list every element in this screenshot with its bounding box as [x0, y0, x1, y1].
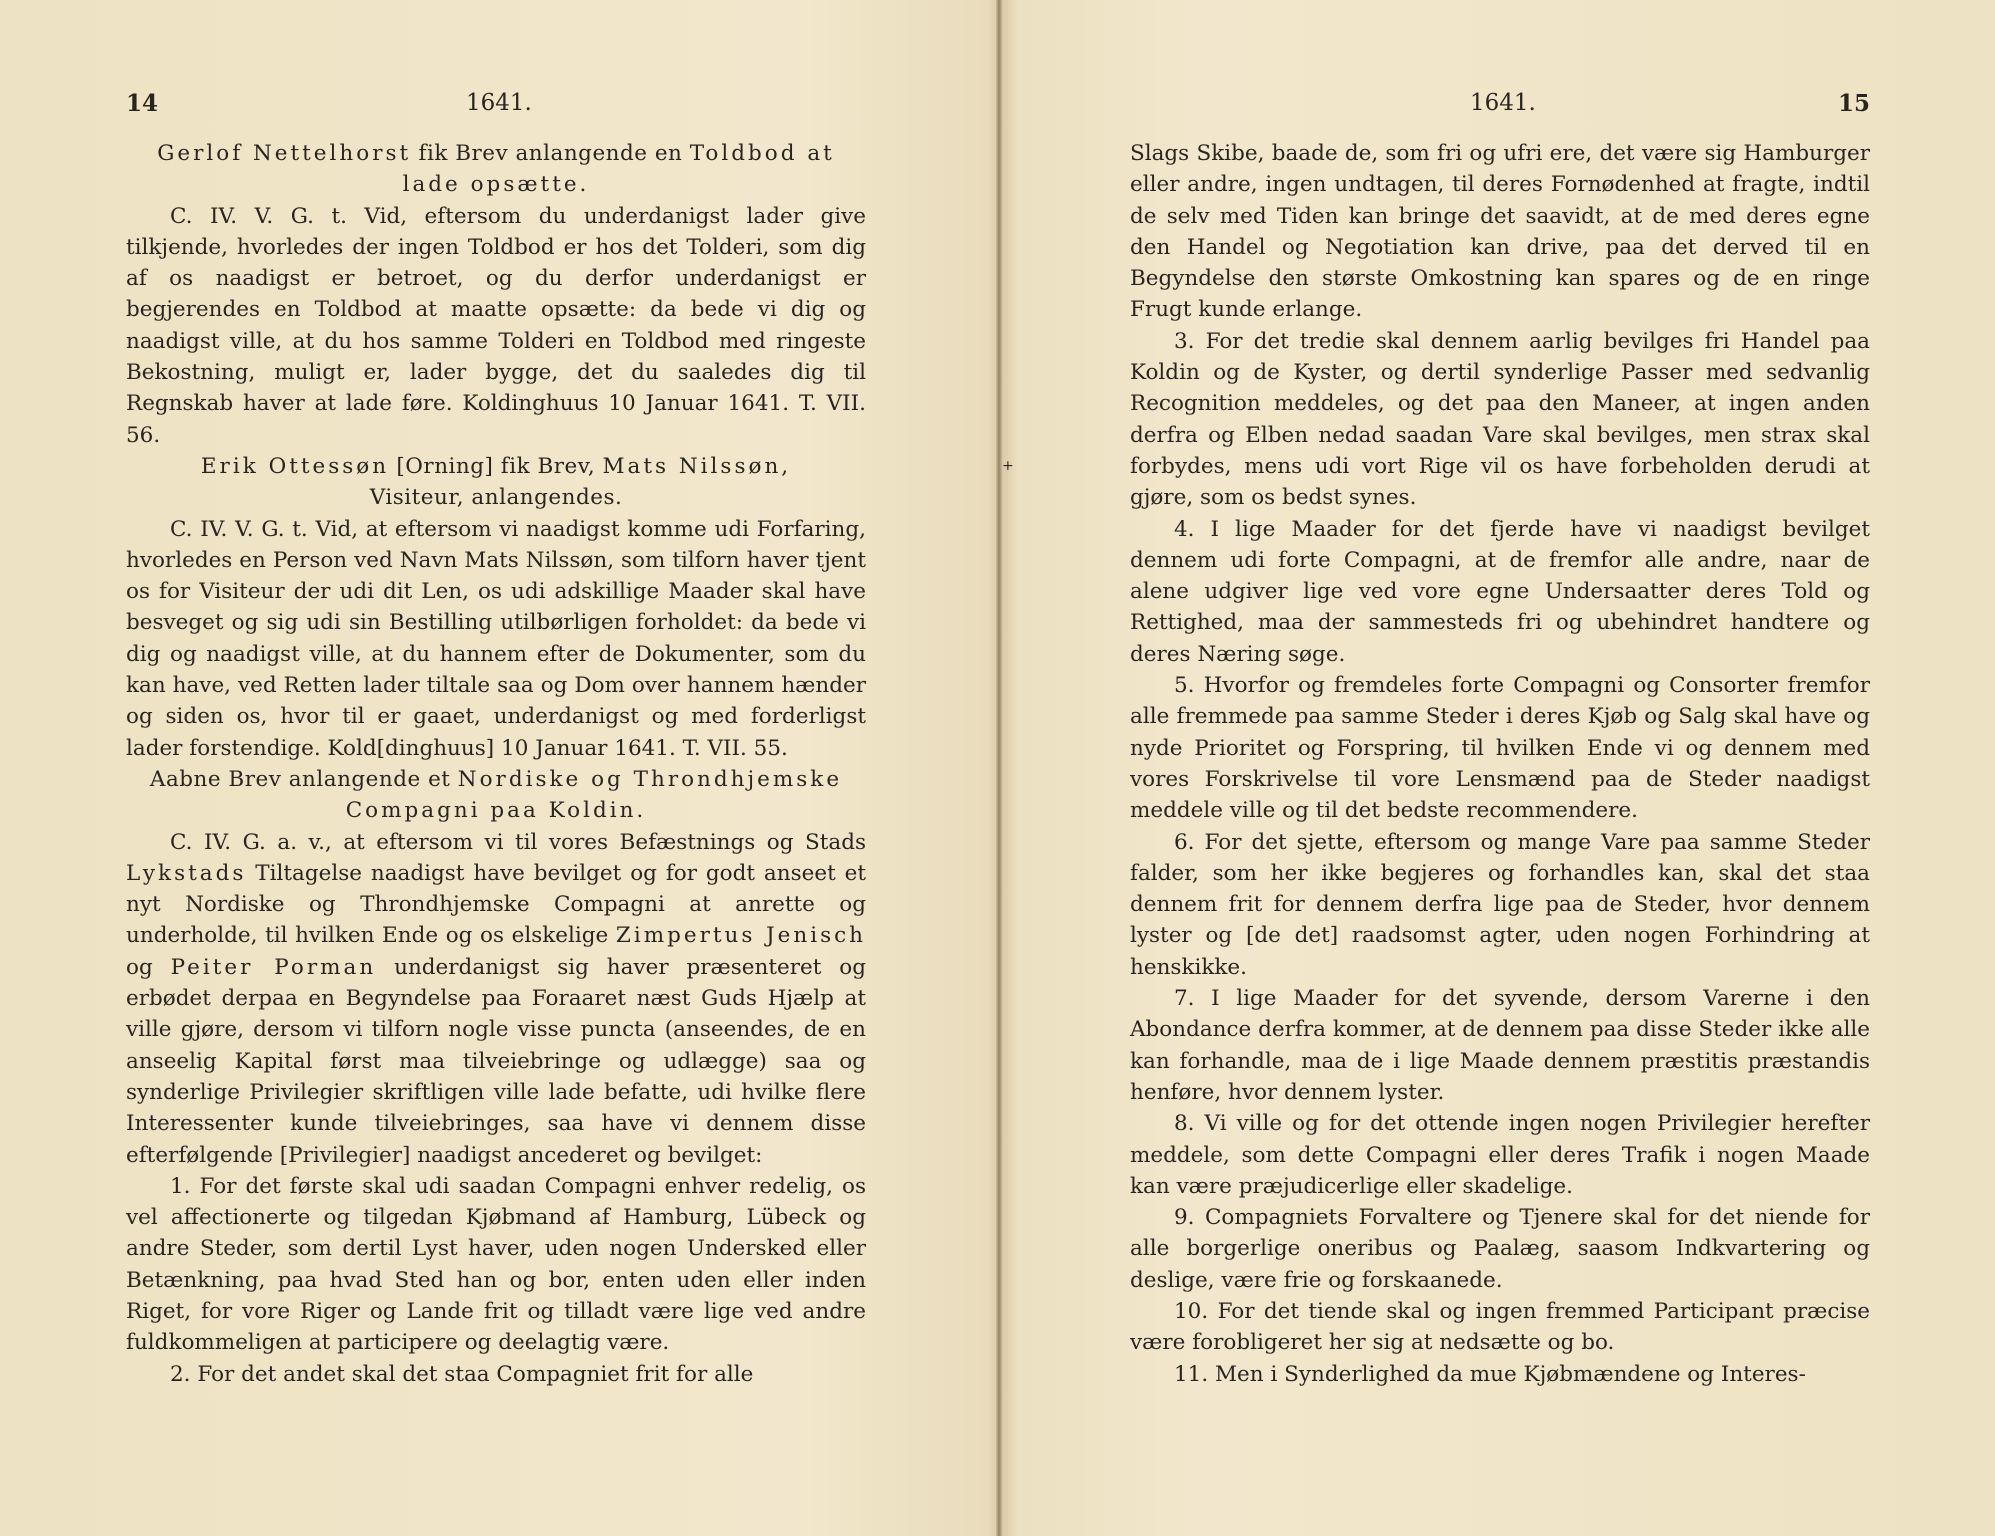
paragraph-article-7: 7. I lige Maader for det syvende, dersom Varerne i den Abondance derfra kommer, at de dennem paa disse Steder ikke alle kan forhandle, maa de i lige Maade dennem præstitis præstandis henføre, hvor dennem lyster.	[1130, 986, 1870, 1105]
heading-visiteur: Erik Ottessøn [Orning] fik Brev, Mats Nilssøn, Visiteur, anlangendes.	[200, 453, 792, 511]
paragraph-article-1: 1. For det første skal udi saadan Compagni enhver redelig, os vel affectionerte og tilgedan Kjøbmand af Hamburg, Lübeck og andre Steder, som dertil Lyst haver, uden nogen Undersked eller Betænkning, paa hvad Sted han og bor, enten uden eller inden Riget, for vore Riger og Lande frit og tilladt være lige ved andre fuldkommeligen at participere og deelagtig være.	[126, 1173, 866, 1356]
heading-toldbod: Gerlof Nettelhorst fik Brev anlangende en Toldbod at lade opsætte.	[157, 141, 835, 198]
paragraph-article-4: 4. I lige Maader for det fjerde have vi naadigst bevilget dennem udi forte Compagni, at de fremfor alle andre, naar de alene udgiver lige ved vore egne Undersaatter deres Told og Rettighed, maa der sammesteds fri og ubehindret handtere og deres Næring søge.	[1130, 516, 1870, 667]
paragraph-toldbod: C. IV. V. G. t. Vid, eftersom du underdanigst lader give tilkjende, hvorledes der ingen Toldbod er hos det Tolderi, som dig af os naadigst er betroet, og du derfor underdanigst er begjerendes en Toldbod at maatte opsætte: da bede vi dig og naadigst ville, at du hos samme Tolderi en Toldbod med ringeste Bekostning, muligt er, lader bygge, det du saaledes dig til Regnskab haver at lade føre. Koldinghuus 10 Januar 1641. T. VII. 56.	[126, 203, 866, 448]
paragraph-compagni: C. IV. G. a. v., at eftersom vi til vores Befæstnings og Stads Lykstads Tiltagelse naadigst have bevilget og for godt anseet et nyt Nordiske og Throndhjemske Compagni at anrette og underholde, til hvilken Ende og os elskelige Zimpertus Jenisch og Peiter Porman underdanigst sig haver præsenteret og erbødet derpaa en Begyndelse paa Foraaret næst Guds Hjælp at ville gjøre, dersom vi tilforn nogle visse puncta (anseendes, de en anseelig Kapital først maa tilveiebringe og udlægge) saa og synderlige Privilegier skriftligen ville lade befatte, udi hvilke flere Interessenter kunde tilveiebringes, saa have vi dennem disse efterfølgende [Privilegier] naadigst ancederet og bevilget:	[126, 829, 866, 1168]
gutter-mark: +	[1002, 458, 1014, 474]
paragraph-article-3: 3. For det tredie skal dennem aarlig bevilges fri Handel paa Koldin og de Kyster, og dertil synderlige Passer med sedvanlig Recognition meddeles, og det paa den Maneer, at ingen anden derfra og Elben nedad saadan Vare skal bevilges, men strax skal forbydes, mens udi vort Rige vil os have forbeholden derudi at gjøre, som os bedst synes.	[1130, 328, 1870, 511]
left-running-head	[126, 88, 866, 128]
book-gutter	[996, 0, 1002, 1536]
heading-compagni: Aabne Brev anlangende et Nordiske og Throndhjemske Compagni paa Koldin.	[149, 766, 843, 824]
paragraph-continued: Slags Skibe, baade de, som fri og ufri ere, det være sig Hamburger eller andre, ingen undtagen, til deres Fornødenhed at fragte, indtil de selv med Tiden kan bringe det saavidt, at de med deres egne den Handel og Negotiation kan drive, paa det derved til en Begyndelse den største Omkostning kan spares og de en ringe Frugt kunde erlange.	[1130, 141, 1870, 323]
paragraph-article-11: 11. Men i Synderlighed da mue Kjøbmændene og Interes-	[1174, 1361, 1806, 1387]
right-page	[1130, 88, 1870, 1390]
paragraph-visiteur: C. IV. V. G. t. Vid, at eftersom vi naadigst komme udi Forfaring, hvorledes en Person ved Navn Mats Nilssøn, som tilforn haver tjent os for Visiteur der udi dit Len, os udi adskillige Maader skal have besveget og sig udi sin Bestilling utilbørligen forholdet: da bede vi dig og naadigst ville, at du hannem efter de Dokumenter, som du kan have, ved Retten lader tiltale saa og Dom over hannem hænder og siden os, hvor til er gaaet, underdanigst og med forderligst lader forstendige. Kold[dinghuus] 10 Januar 1641. T. VII. 55.	[126, 516, 866, 761]
paragraph-article-9: 9. Compagniets Forvaltere og Tjenere skal for det niende for alle borgerlige oneribus og Paalæg, saasom Indkvartering og deslige, være frie og forskaanede.	[1130, 1205, 1870, 1293]
left-page	[126, 88, 866, 1390]
left-year: 1641.	[466, 90, 532, 116]
right-page-number: 15	[1837, 90, 1870, 117]
paragraph-article-5: 5. Hvorfor og fremdeles forte Compagni og Consorter fremfor alle fremmede paa samme Steder i deres Kjøb og Salg skal have og nyde Prioritet og Forspring, til hvilken Ende vi og dennem med vores Forskrivelse til vore Lensmænd paa de Steder naadigst meddele ville og til det bedste recommendere.	[1130, 673, 1870, 824]
paragraph-article-10: 10. For det tiende skal og ingen fremmed Participant præcise være forobligeret her sig at nedsætte og bo.	[1130, 1298, 1870, 1356]
right-year: 1641.	[1470, 90, 1536, 116]
right-running-head	[1130, 88, 1870, 128]
paragraph-article-8: 8. Vi ville og for det ottende ingen nogen Privilegier herefter meddele, som dette Compagni eller deres Trafik i nogen Maade kan være præjudicerlige eller skadelige.	[1130, 1111, 1870, 1199]
paragraph-article-2: 2. For det andet skal det staa Compagniet frit for alle	[170, 1361, 754, 1387]
paragraph-article-6: 6. For det sjette, eftersom og mange Vare paa samme Steder falder, som her ikke begjeres og forhandles kan, skal det staa dennem frit for dennem derfra lige paa de Steder, hvor dennem lyster og [de det] raadsomst agter, uden nogen Forhindring at henskikke.	[1130, 829, 1870, 980]
left-page-number: 14	[126, 90, 159, 117]
